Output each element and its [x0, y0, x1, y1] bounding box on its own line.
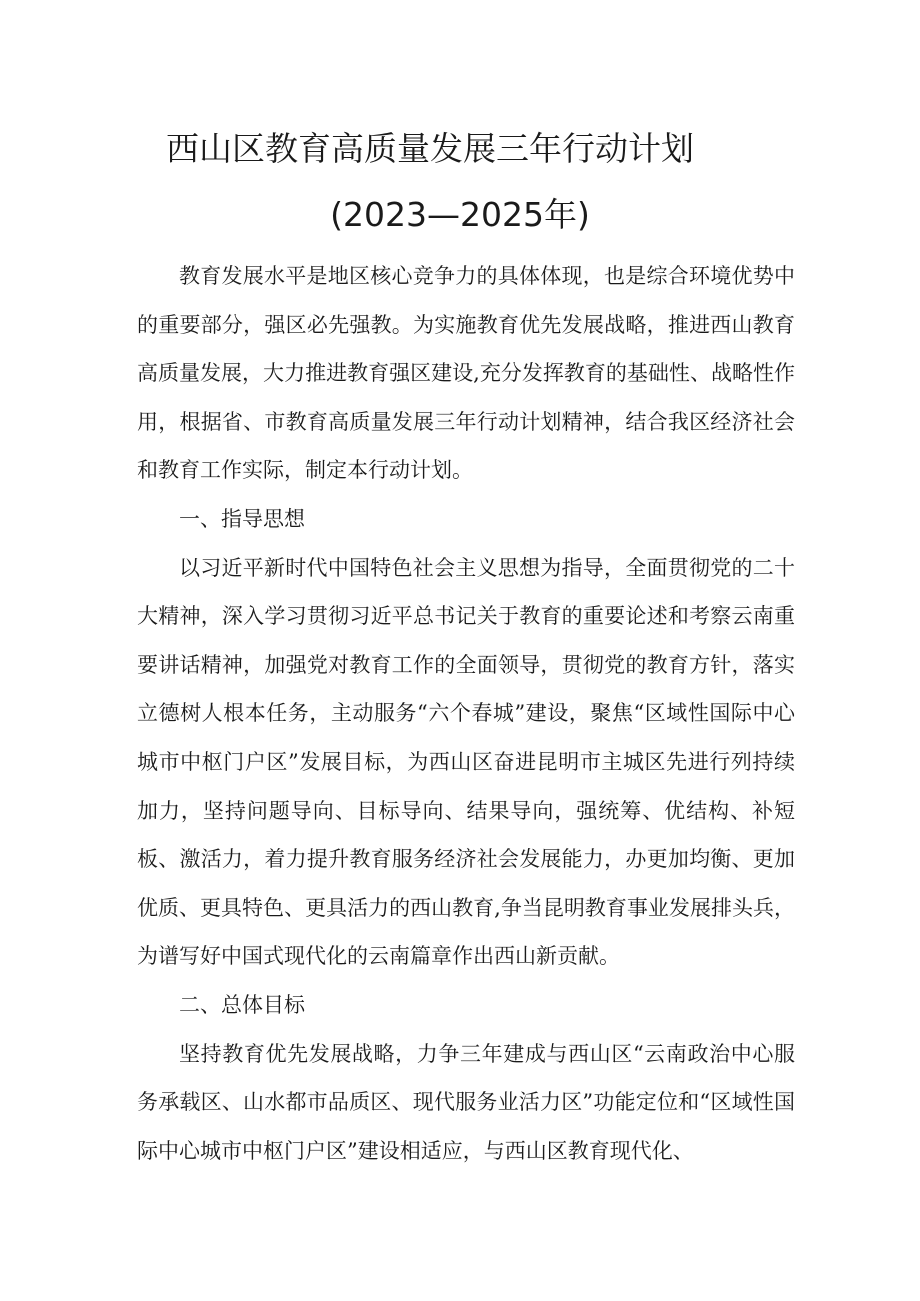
- document-title: 西山区教育高质量发展三年行动计划: [166, 129, 694, 168]
- document-body: [137, 252, 795, 1175]
- intro-paragraph: 教育发展水平是地区核心竞争力的具体体现，也是综合环境优势中的重要部分，强区必先强教。为实施教育优先发展战略，推进西山教育高质量发展，大力推进教育强区建设,充分发挥教育的基础性、战略性作用，根据省、市教育高质量发展三年行动计划精神，结合我区经济社会和教育工作实际，制定本行动计划。: [137, 264, 795, 483]
- guiding-thought-paragraph: 以习近平新时代中国特色社会主义思想为指导，全面贯彻党的二十大精神，深入学习贯彻习近平总书记关于教育的重要论述和考察云南重要讲话精神，加强党对教育工作的全面领导，贯彻党的教育方针，落实立德树人根本任务，主动服务“六个春城”建设，聚焦“区域性国际中心城市中枢门户区”发展目标，为西山区奋进昆明市主城区先进行列持续加力，坚持问题导向、目标导向、结果导向，强统筹、优结构、补短板、激活力，着力提升教育服务经济社会发展能力，办更加均衡、更加优质、更具特色、更具活力的西山教育,争当昆明教育事业发展排头兵，为谱写好中国式现代化的云南篇章作出西山新贡献。: [137, 555, 795, 969]
- overall-goal-paragraph: 坚持教育优先发展战略，力争三年建成与西山区“云南政治中心服务承载区、山水都市品质区、现代服务业活力区”功能定位和“区域性国际中心城市中枢门户区”建设相适应，与西山区教育现代化、: [137, 1041, 795, 1163]
- section-heading-overall-goal: 二、总体目标: [179, 992, 305, 1017]
- document-subtitle: (2023—2025年): [330, 195, 590, 234]
- section-heading-guiding-thought: 一、指导思想: [179, 506, 305, 531]
